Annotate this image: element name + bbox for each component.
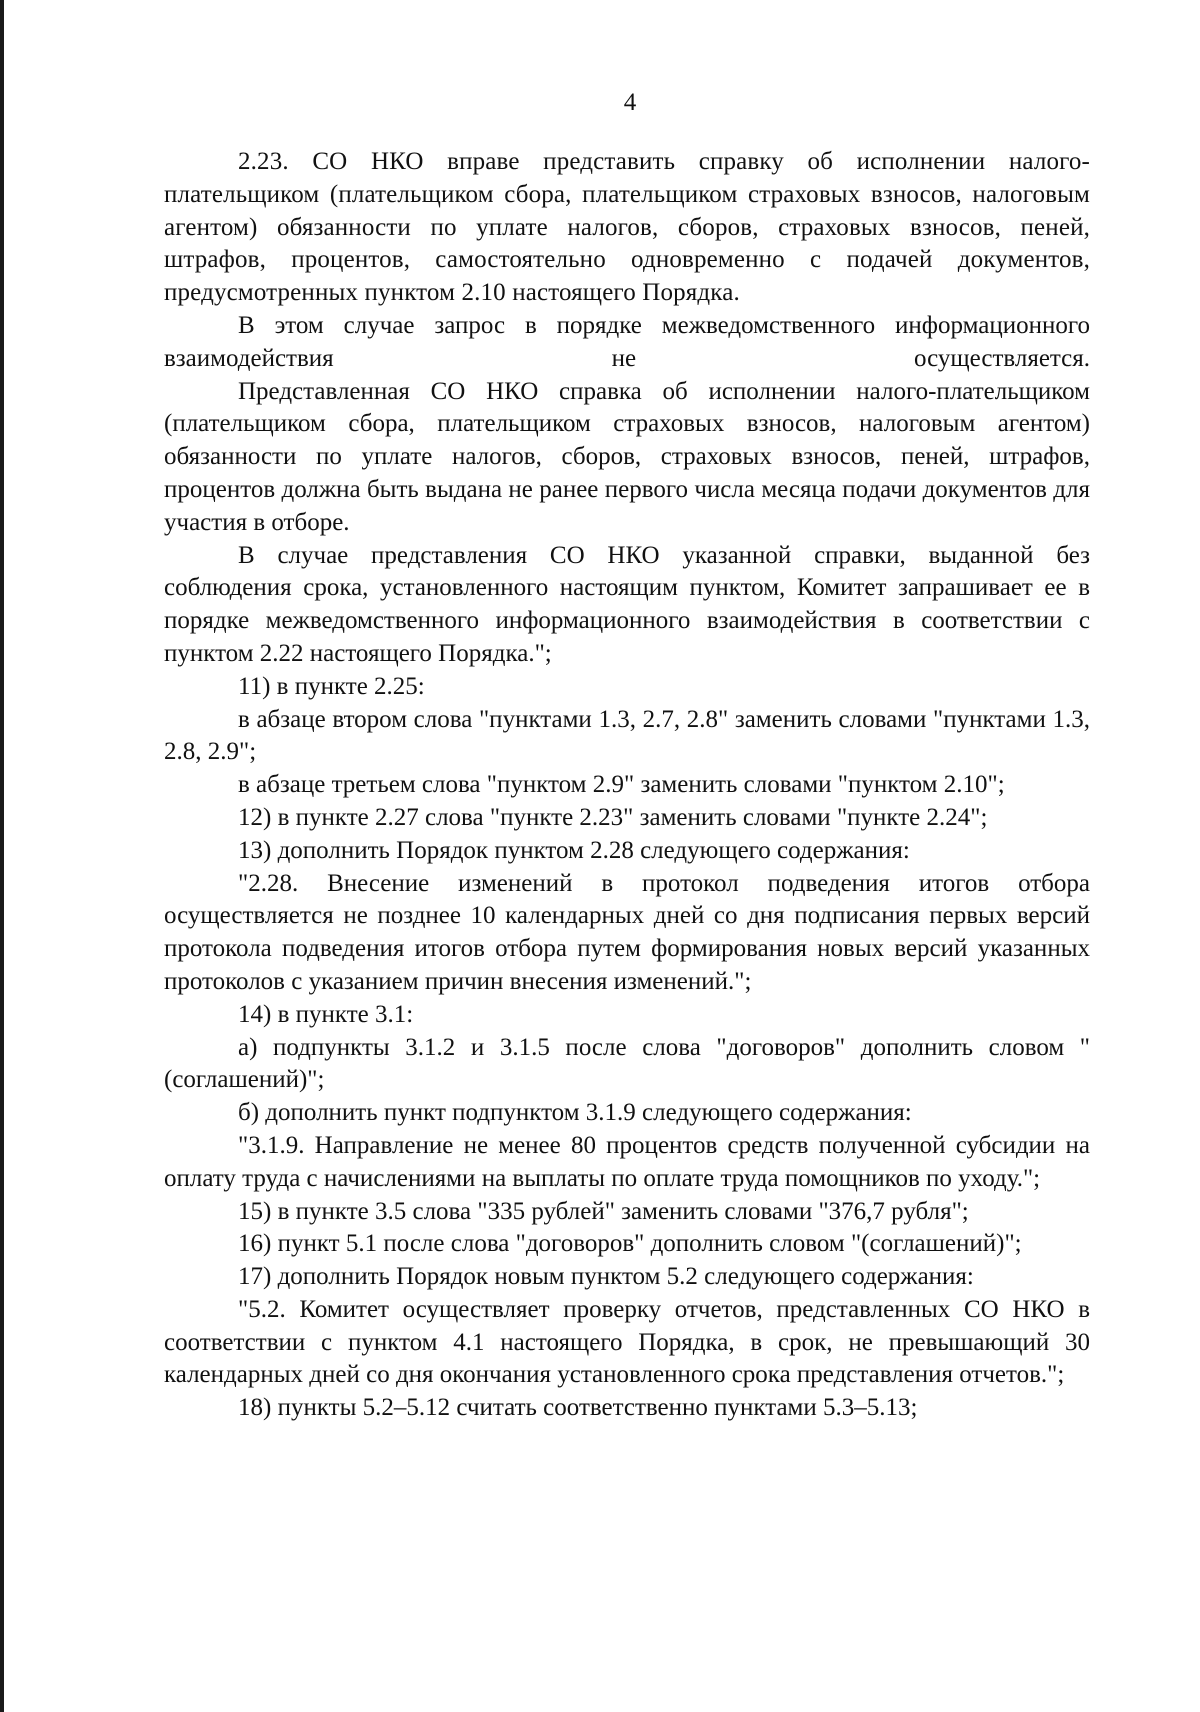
document-body xyxy=(164,146,1090,1425)
item-14-b: б) дополнить пункт подпунктом 3.1.9 следующего содержания: xyxy=(238,1099,912,1127)
paragraph-2-28: "2.28. Внесение изменений в протокол подведения итогов отбора осуществляется не позднее 10 календарных дней со дня подписания первых версий протокола подведения итогов отбора путем формирования новых версий указанных протоколов с указанием причин внесения изменений."; xyxy=(164,869,1090,995)
item-13: 13) дополнить Порядок пунктом 2.28 следующего содержания: xyxy=(238,836,910,864)
item-11-heading: 11) в пункте 2.25: xyxy=(238,672,425,700)
item-12: 12) в пункте 2.27 слова "пункте 2.23" заменить словами "пункте 2.24"; xyxy=(238,803,988,831)
item-18: 18) пункты 5.2–5.12 считать соответственно пунктами 5.3–5.13; xyxy=(238,1394,918,1422)
paragraph-certificate-date: Представленная СО НКО справка об исполнении налого-плательщиком (плательщиком сбора, плательщиком страховых взносов, налоговым агентом) обязанности по уплате налогов, сборов, страховых взносов, пеней, штрафов, процентов должна быть выдана не ранее первого числа месяца подачи документов для участия в отборе. xyxy=(164,377,1090,536)
paragraph-committee-request: В случае представления СО НКО указанной справки, выданной без соблюдения срока, установленного настоящим пунктом, Комитет запрашивает ее в порядке межведомственного информационного взаимодействия в соответствии с пунктом 2.22 настоящего Порядка."; xyxy=(164,541,1090,667)
item-14-a: а) подпункты 3.1.2 и 3.1.5 после слова "договоров" дополнить словом "(соглашений)"; xyxy=(164,1033,1090,1094)
item-17: 17) дополнить Порядок новым пунктом 5.2 следующего содержания: xyxy=(238,1263,974,1291)
paragraph-5-2: "5.2. Комитет осуществляет проверку отчетов, представленных СО НКО в соответствии с пунктом 4.1 настоящего Порядка, в срок, не превышающий 30 календарных дней со дня окончания установленного срока представления отчетов."; xyxy=(164,1295,1090,1389)
item-14-heading: 14) в пункте 3.1: xyxy=(238,1000,414,1028)
item-15: 15) в пункте 3.5 слова "335 рублей" заменить словами "376,7 рубля"; xyxy=(238,1197,969,1225)
scan-border xyxy=(0,0,4,1712)
item-11-abzac-2: в абзаце втором слова "пунктами 1.3, 2.7, 2.8" заменить словами "пунктами 1.3, 2.8, 2.9"; xyxy=(164,705,1090,766)
paragraph-no-request: В этом случае запрос в порядке межведомственного информационного взаимодействия не осуществляется. xyxy=(164,311,1090,372)
item-11-abzac-3: в абзаце третьем слова "пунктом 2.9" заменить словами "пунктом 2.10"; xyxy=(238,771,1005,799)
page-number: 4 xyxy=(623,89,637,116)
item-16: 16) пункт 5.1 после слова "договоров" дополнить словом "(соглашений)"; xyxy=(238,1230,1022,1258)
paragraph-2-23: 2.23. СО НКО вправе представить справку об исполнении налого-плательщиком (плательщиком сбора, плательщиком страховых взносов, налоговым агентом) обязанности по уплате налогов, сборов, страховых взносов, пеней, штрафов, процентов, самостоятельно одновременно с подачей документов, предусмотренных пунктом 2.10 настоящего Порядка. xyxy=(164,148,1090,307)
paragraph-3-1-9: "3.1.9. Направление не менее 80 процентов средств полученной субсидии на оплату труда с начислениями на выплаты по оплате труда помощников по уходу."; xyxy=(164,1131,1090,1192)
